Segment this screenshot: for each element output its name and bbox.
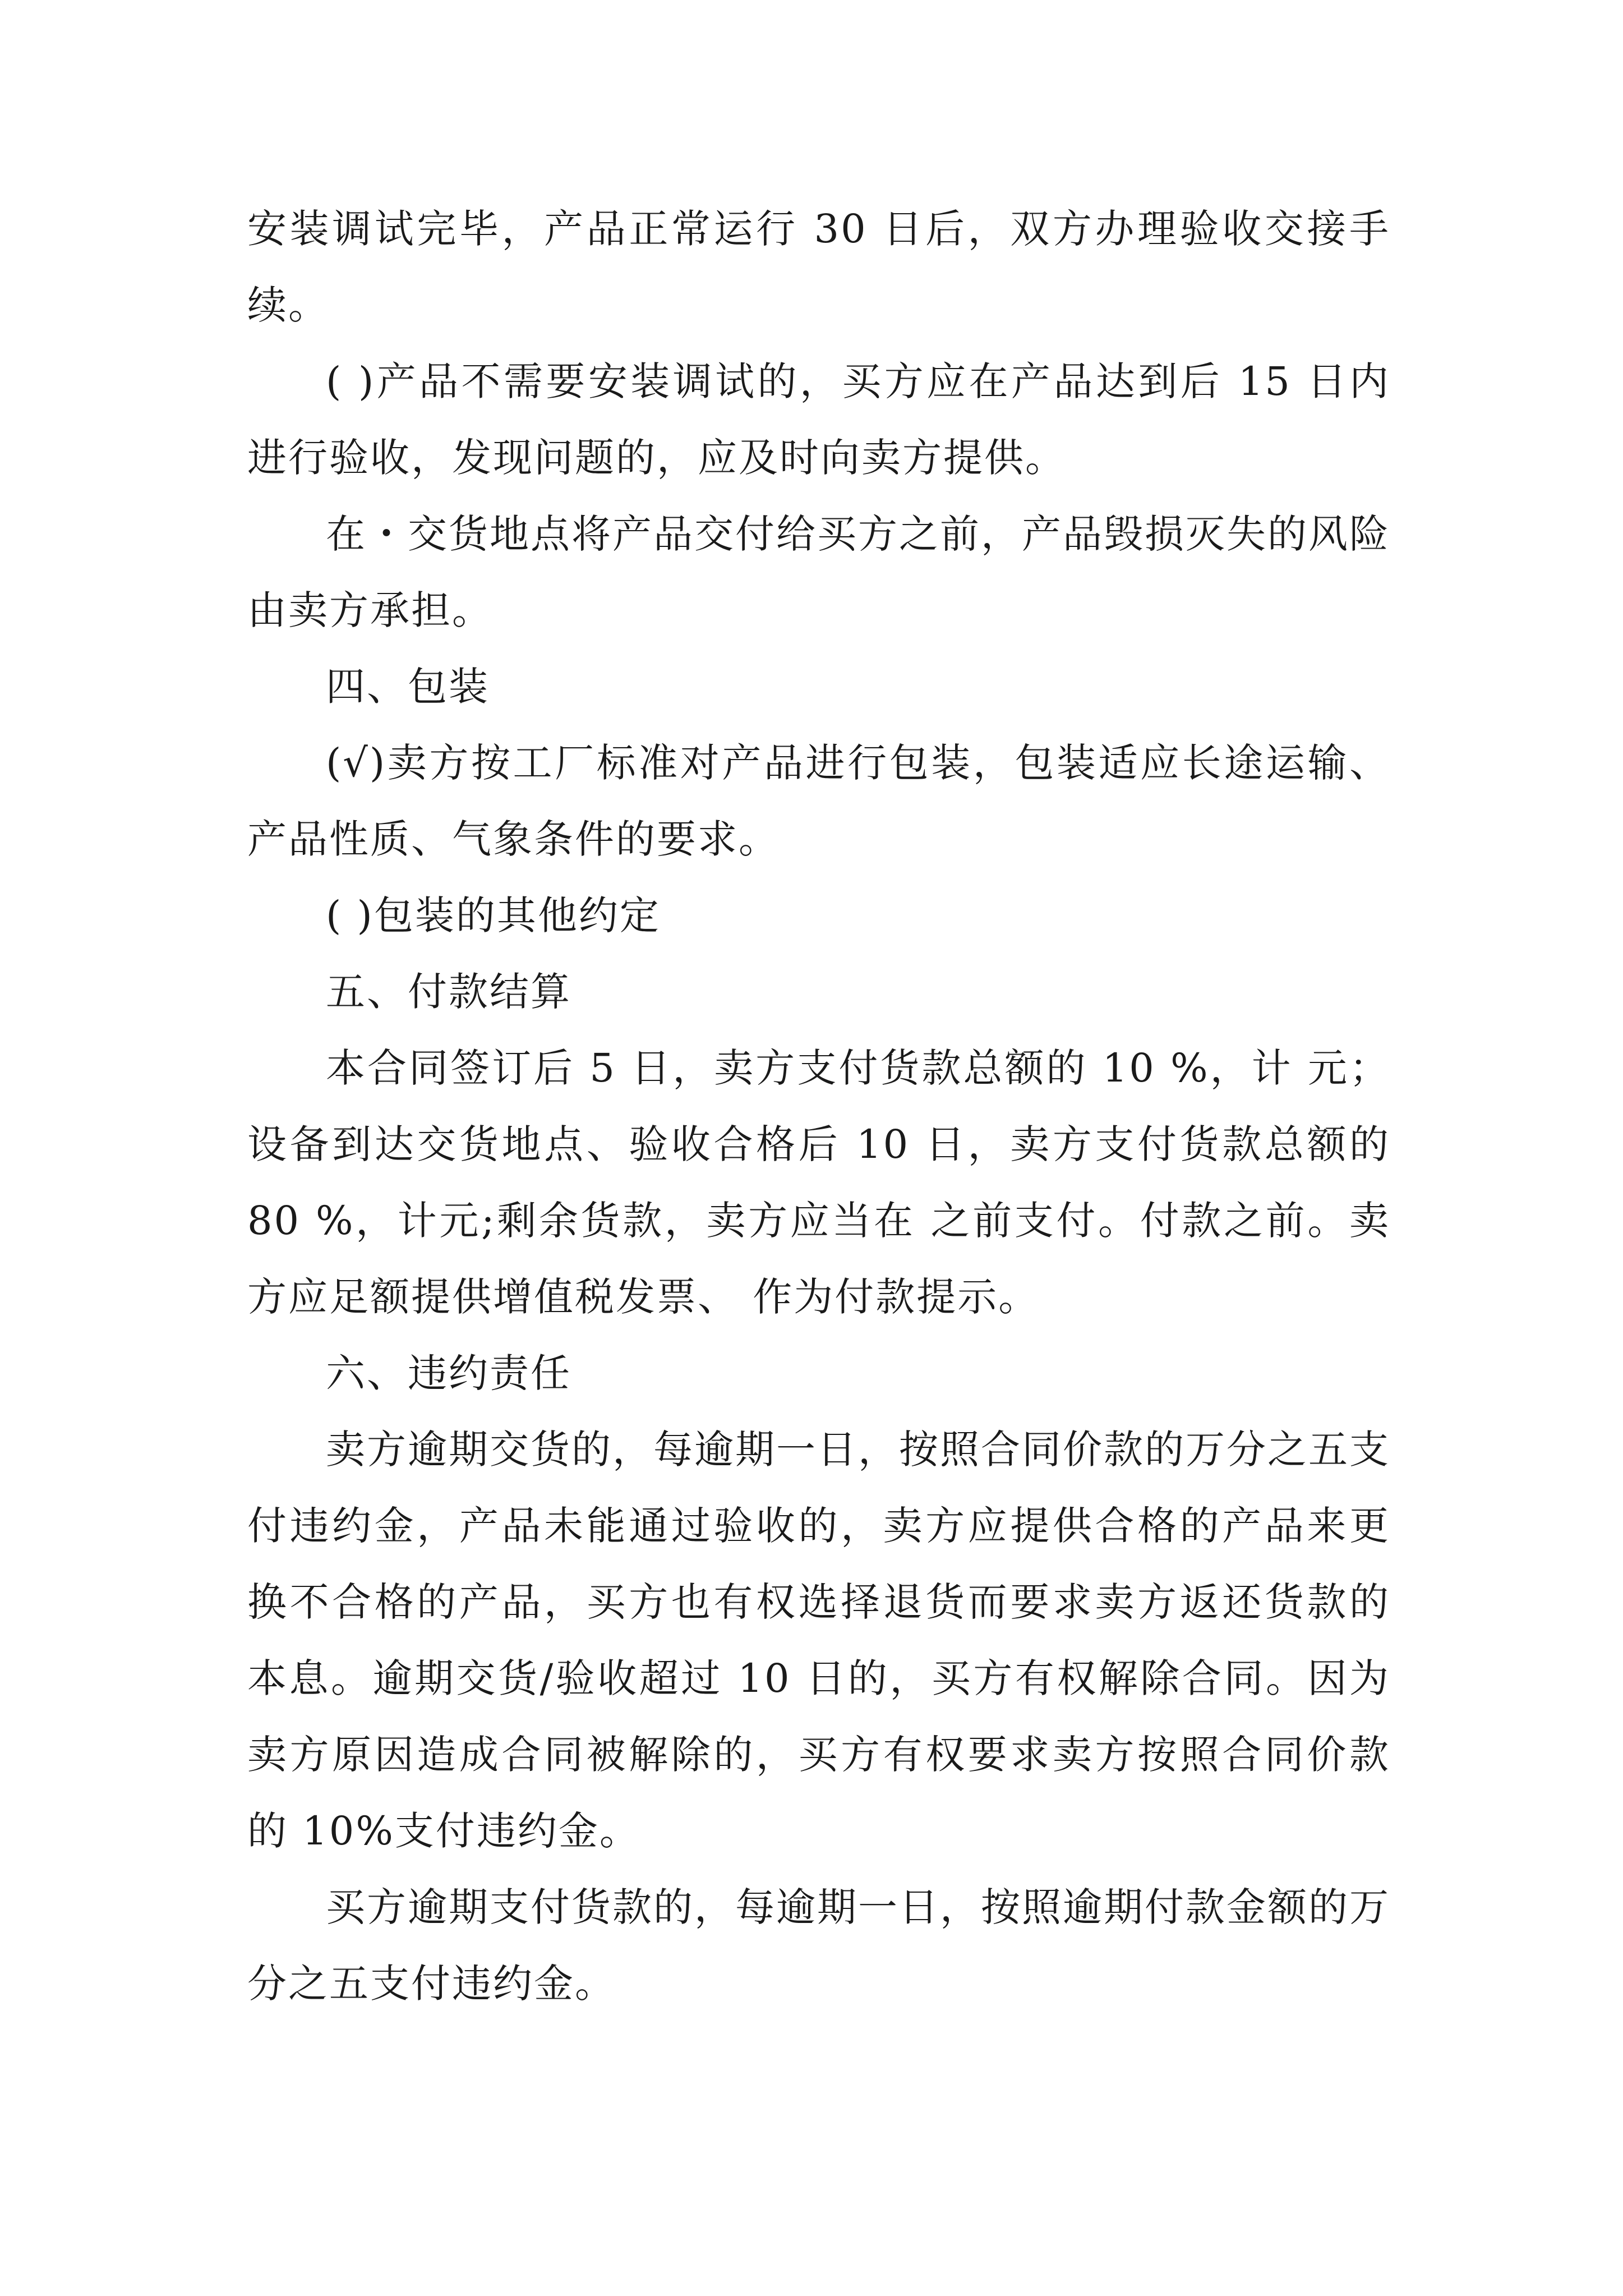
paragraph-seller-liability: 卖方逾期交货的，每逾期一日，按照合同价款的万分之五支付违约金，产品未能通过验收的，卖方应提供合格的产品来更换不合格的产品，买方也有权选择退货而要求卖方返还货款的本息。逾期交货/验收超过 10 日的，买方有权解除合同。因为卖方原因造成合同被解除的，买方有权要求卖方按照合同价款的 10%支付违约金。 xyxy=(247,1427,1390,1854)
paragraph-packaging-standard: (√)卖方按工厂标准对产品进行包装，包装适应长途运输、产品性质、气象条件的要求。 xyxy=(247,740,1390,862)
paragraph-no-installation-option: ( )产品不需要安装调试的，买方应在产品达到后 15 日内进行验收，发现问题的，应及时向卖方提供。 xyxy=(247,358,1390,481)
paragraph-installation-acceptance: 安装调试完毕，产品正常运行 30 日后，双方办理验收交接手续。 xyxy=(247,206,1390,328)
paragraph-payment-terms: 本合同签订后 5 日，卖方支付货款总额的 10 %，计 元；设备到达交货地点、验收合格后 10 日，卖方支付货款总额的 80 %，计元;剩余货款，卖方应当在 之前支付。付款之前。卖方应足额提供增值税发票、 作为付款提示。 xyxy=(247,1045,1390,1320)
paragraph-buyer-liability: 买方逾期支付货款的，每逾期一日，按照逾期付款金额的万分之五支付违约金。 xyxy=(247,1884,1390,2007)
paragraph-risk-transfer: 在・交货地点将产品交付给买方之前，产品毁损灭失的风险由卖方承担。 xyxy=(247,511,1390,633)
paragraph-packaging-other: ( )包装的其他约定 xyxy=(326,892,661,938)
section-heading-payment: 五、付款结算 xyxy=(326,969,571,1015)
section-heading-liability: 六、违约责任 xyxy=(326,1350,571,1396)
section-heading-packaging: 四、包装 xyxy=(326,664,490,710)
contract-body-text xyxy=(247,191,1390,2022)
